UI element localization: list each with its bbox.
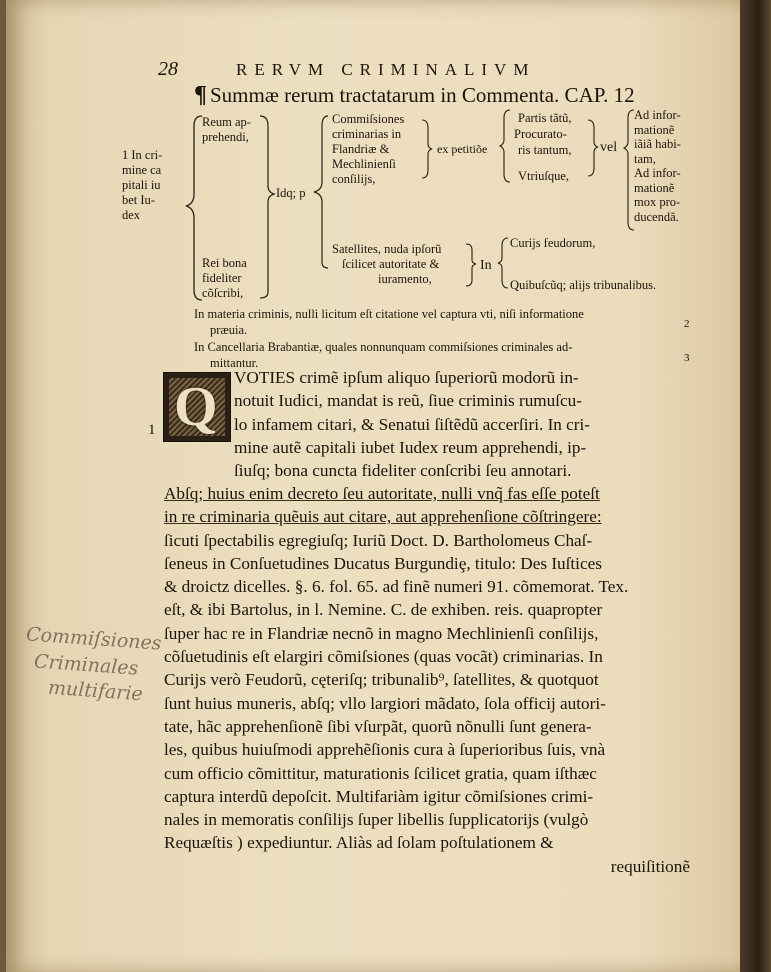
summary-col1-line: In cri- [131,148,163,162]
body-line-underlined: Abſq; huius enim decreto ſeu autoritate, nulli vnq̃ fas eſſe poteſt [164,484,600,503]
summary-partis-line: Partis tãtũ, [518,111,572,125]
body-line: cum officio cõmittitur, maturationis ſcilicet gratia, quam iſthæc [164,763,597,783]
summary-ad-info-line: mox pro- [634,195,681,209]
summary-commiss-line: Flandriæ & [332,142,390,156]
body-line: & droictz dicelles. §. 6. fol. 65. ad finẽ numeri 91. cõmemorat. Tex. [164,577,629,597]
body-line: captura interdũ depoſcit. Multifariàm igitur cõmiſsiones crimi- [164,786,594,806]
body-line: eſt, & ibi Bartolus, in l. Nemine. C. de exhiben. reis. quapropter [164,600,603,620]
summary-title-text: Summæ rerum tractatarum in Commenta. CAP. 12 [209,83,635,107]
body-line: VOTIES crimẽ ipſum aliquo ſuperiorũ modorũ in- [234,368,579,387]
summary-note-1: In materia criminis, nulli licitum eſt citatione vel captura vti, niſi informatione [194,307,584,321]
summary-satellites [332,242,441,287]
summary-rei-line: cõſcribi, [202,286,244,300]
summary-rei-line: Rei bona [202,256,247,270]
body-paragraph [164,482,700,878]
summary-note-2b: mittantur. [210,356,259,370]
summary-num-2: 2 [684,318,690,330]
catchword: requiſitionẽ [610,856,690,876]
summary-ad-info-line: Ad infor- [634,166,681,180]
body-line: notuit Iudici, mandat is reũ, ſiue criminis rumuſcu- [234,391,582,411]
summary-ad-info-line: tam, [634,151,656,166]
summary-col1-line: pitali iu [122,178,161,192]
summary-reum [202,115,251,145]
summary-satellites-line: ſcilicet autoritate & [342,257,440,271]
body-line: Curijs verò Feudorũ, cęteriſq; tribunalib⁹, ſatellites, & quotquot [164,670,599,690]
body-paragraph-indent [234,366,700,482]
summary-commiss-line: Commiſsiones [332,112,405,126]
handwritten-note-line: multifarie [47,676,144,706]
summary-num-3: 3 [684,352,690,364]
body-line: ſuper hac re in Flandriæ necnõ in magno Mechlinienſi conſilijs, [164,623,599,643]
body-line-underlined: in re criminaria quẽuis aut citare, aut apprehenſione cõſtringere: [164,507,602,527]
summary-commiss-line: Mechlinienſi [332,157,396,171]
brace-in [496,236,510,290]
summary-note-2: In Cancellaria Brabantiæ, quales nonnunquam commiſsiones criminales ad- [194,340,573,354]
summary-col1-line: mine ca [122,163,162,177]
initial-letter: Q [174,376,218,438]
summary-commiss-line: criminarias in [332,127,402,141]
brace-idq [310,112,332,272]
body-line: ſicuti ſpectabilis egregiuſq; Iuriũ Doct. D. Bartholomeus Chaſ- [164,530,593,550]
folio-number: 28 [158,58,178,80]
handwritten-note-line: Criminales [33,650,140,680]
summary-ex-petitione: ex petitiõe [437,142,488,156]
woodcut-initial [163,372,231,442]
body-line: mine autẽ capitali iubet Iudex reum apprehendi, ip- [234,437,587,457]
brace-satellites [464,242,478,288]
brace-commiss [420,118,434,180]
summary-vel: vel [600,140,618,155]
body-line: ſeneus in Conſuetudines Ducatus Burgundiȩ, titulo: Des Iuſtices [164,553,602,573]
summary-ad-info-line: mationẽ [634,180,675,195]
brace-petitione [498,108,512,184]
summary-partis-line: Procurato- [514,127,567,141]
summary-curijs-1: Curijs feudorum, [510,236,596,250]
body-line: tate, hãc apprehenſionẽ ſibi vſurpãt, quorũ nõnulli ſunt genera- [164,716,592,736]
summary-curijs-2: Quibuſcũq; alijs tribunalibus. [510,278,657,292]
summary-rei [202,256,247,301]
summary-partis [514,110,571,184]
summary-note-1b: præuia. [210,323,248,337]
body-line: ſunt huius muneris, abſq; vllo largiori mãdato, ſola officij autori- [164,693,606,713]
summary-reum-line: prehendi, [202,130,249,144]
summary-commiss [332,112,404,187]
summary-ad-info-line: Ad infor- [634,108,681,122]
summary-ad-info [634,108,681,224]
summary-col1-line: bet Iu- [122,193,155,207]
summary-commiss-line: conſilijs, [332,172,376,186]
summary-reum-line: Reum ap- [202,115,251,129]
pilcrow-mark: ¶ [194,82,207,108]
summary-col1 [122,148,184,223]
book-page [6,0,740,972]
summary-num-1: 1 [122,148,129,162]
summary-ad-info-line: ducendã. [634,209,679,224]
summary-in-word: In [480,258,492,273]
running-head: RERVM CRIMINALIVM [236,60,536,79]
summary-satellites-line: iuramento, [378,272,432,286]
summary-satellites-line: Satellites, nuda ipſorũ [332,242,442,256]
summary-partis-line: Vtriuſque, [518,169,570,183]
brace-partis [586,118,600,178]
summary-rei-line: fideliter [202,271,242,285]
body-line: Requæſtis ) expediuntur. Aliàs ad ſolam poſtulationem & [164,833,554,853]
handwritten-note-line: Commiſsiones [25,623,163,655]
summary-partis-line: ris tantum, [518,143,572,157]
body-line: cõſuetudinis eſt elargiri cõmiſsiones (quas vocãt) criminarias. In [164,647,603,667]
summary-col1-line: dex [122,208,141,222]
summary-title [194,82,635,109]
body-margin-number: 1 [148,422,156,438]
body-line: les, quibus huiuſmodi apprehẽſionis cura à ſuperioribus ſuis, vnà [164,740,606,760]
body-line: lo infamem citari, & Senatui ſiſtẽdũ accerſiri. In cri- [234,414,591,434]
brace-right [258,112,278,302]
book-edge [740,0,771,972]
summary-ad-info-line: mationẽ [634,122,675,137]
summary-idq: Idq; p [276,186,306,200]
body-line: nales in memoratis conſilijs ſuper libellis ſupplicatorijs (vulgò [164,810,589,830]
summary-ad-info-line: iãiã habi- [634,137,681,151]
body-line: ſiuſq; bona cuncta fideliter conſcribi ſeu annotari. [234,461,572,481]
